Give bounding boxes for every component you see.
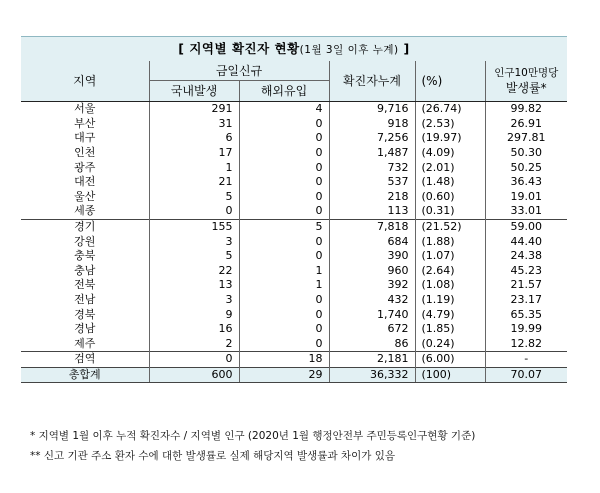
cell-cumulative: 392 xyxy=(329,278,415,293)
table-row xyxy=(21,117,567,132)
cell-region: 충남 xyxy=(21,264,149,279)
cell-region: 검역 xyxy=(21,352,149,368)
cell-region: 인천 xyxy=(21,146,149,161)
cell-cumulative: 732 xyxy=(329,160,415,175)
cell-cumulative: 113 xyxy=(329,204,415,219)
cell-overseas: 18 xyxy=(239,352,329,368)
table-row xyxy=(21,160,567,175)
cell-percent: (1.07) xyxy=(415,249,485,264)
cell-percent: (0.31) xyxy=(415,204,485,219)
table-row xyxy=(21,322,567,337)
cell-domestic: 6 xyxy=(149,131,239,146)
cell-region: 제주 xyxy=(21,337,149,352)
cell-cumulative: 537 xyxy=(329,175,415,190)
title-main: [ 지역별 확진자 현황 xyxy=(178,41,300,56)
header-rate xyxy=(485,61,567,102)
cell-cumulative: 86 xyxy=(329,337,415,352)
cell-domestic: 0 xyxy=(149,204,239,219)
cell-rate: 19.01 xyxy=(485,190,567,205)
cell-region: 울산 xyxy=(21,190,149,205)
total-overseas: 29 xyxy=(239,367,329,383)
cell-rate: 21.57 xyxy=(485,278,567,293)
cell-overseas: 0 xyxy=(239,249,329,264)
table-row xyxy=(21,219,567,234)
total-region: 총합계 xyxy=(21,367,149,383)
cell-cumulative: 7,256 xyxy=(329,131,415,146)
cell-percent: (2.64) xyxy=(415,264,485,279)
cell-domestic: 2 xyxy=(149,337,239,352)
footnote-2: ** 신고 기관 주소 환자 수에 대한 발생률로 실제 해당지역 발생률과 차이가 있음 xyxy=(30,450,395,462)
cell-rate: 33.01 xyxy=(485,204,567,219)
cell-domestic: 21 xyxy=(149,175,239,190)
table-row xyxy=(21,131,567,146)
cell-domestic: 291 xyxy=(149,102,239,117)
header-percent: (%) xyxy=(415,61,485,102)
title-close: ] xyxy=(403,41,410,56)
cell-region: 광주 xyxy=(21,160,149,175)
cell-region: 서울 xyxy=(21,102,149,117)
table-row xyxy=(21,352,567,368)
cell-overseas: 0 xyxy=(239,337,329,352)
cell-domestic: 22 xyxy=(149,264,239,279)
table-row xyxy=(21,175,567,190)
regional-cases-panel xyxy=(21,36,567,383)
cell-domestic: 1 xyxy=(149,160,239,175)
cell-domestic: 155 xyxy=(149,219,239,234)
cell-domestic: 3 xyxy=(149,293,239,308)
cell-rate: 65.35 xyxy=(485,307,567,322)
cell-rate: 19.99 xyxy=(485,322,567,337)
header-rate-bottom: 발생률* xyxy=(505,81,547,95)
cell-cumulative: 1,487 xyxy=(329,146,415,161)
cell-overseas: 0 xyxy=(239,204,329,219)
cell-percent: (0.60) xyxy=(415,190,485,205)
cell-cumulative: 2,181 xyxy=(329,352,415,368)
cell-domestic: 13 xyxy=(149,278,239,293)
total-domestic: 600 xyxy=(149,367,239,383)
cell-overseas: 0 xyxy=(239,146,329,161)
cell-cumulative: 7,818 xyxy=(329,219,415,234)
cell-domestic: 9 xyxy=(149,307,239,322)
table-row xyxy=(21,234,567,249)
cell-domestic: 16 xyxy=(149,322,239,337)
cell-percent: (1.19) xyxy=(415,293,485,308)
cell-overseas: 0 xyxy=(239,117,329,132)
cell-percent: (6.00) xyxy=(415,352,485,368)
cell-region: 대구 xyxy=(21,131,149,146)
total-rate: 70.07 xyxy=(485,367,567,383)
cell-rate: 44.40 xyxy=(485,234,567,249)
cell-rate: 23.17 xyxy=(485,293,567,308)
header-cumulative: 확진자누계 xyxy=(329,61,415,102)
cell-region: 경북 xyxy=(21,307,149,322)
cell-cumulative: 684 xyxy=(329,234,415,249)
table-body xyxy=(21,102,567,383)
cell-cumulative: 672 xyxy=(329,322,415,337)
cell-rate: - xyxy=(485,352,567,368)
table-row xyxy=(21,102,567,117)
table-row xyxy=(21,146,567,161)
cell-rate: 45.23 xyxy=(485,264,567,279)
cell-region: 전남 xyxy=(21,293,149,308)
header-rate-top: 인구10만명당 xyxy=(494,67,559,79)
regional-cases-table xyxy=(21,61,567,383)
table-row xyxy=(21,204,567,219)
table-row xyxy=(21,307,567,322)
cell-cumulative: 960 xyxy=(329,264,415,279)
cell-overseas: 4 xyxy=(239,102,329,117)
cell-overseas: 5 xyxy=(239,219,329,234)
header-today-new: 금일신규 xyxy=(149,61,329,81)
table-row xyxy=(21,249,567,264)
cell-region: 강원 xyxy=(21,234,149,249)
cell-percent: (1.88) xyxy=(415,234,485,249)
cell-region: 세종 xyxy=(21,204,149,219)
cell-overseas: 0 xyxy=(239,160,329,175)
cell-percent: (1.85) xyxy=(415,322,485,337)
cell-percent: (1.48) xyxy=(415,175,485,190)
cell-rate: 36.43 xyxy=(485,175,567,190)
cell-region: 경기 xyxy=(21,219,149,234)
table-row xyxy=(21,278,567,293)
cell-rate: 297.81 xyxy=(485,131,567,146)
cell-rate: 12.82 xyxy=(485,337,567,352)
cell-domestic: 17 xyxy=(149,146,239,161)
cell-rate: 26.91 xyxy=(485,117,567,132)
cell-overseas: 0 xyxy=(239,175,329,190)
cell-overseas: 0 xyxy=(239,307,329,322)
cell-percent: (2.53) xyxy=(415,117,485,132)
cell-rate: 59.00 xyxy=(485,219,567,234)
footnote-1: * 지역별 1월 이후 누적 확진자수 / 지역별 인구 (2020년 1월 행정안전부 주민등록인구현황 기준) xyxy=(30,430,476,442)
cell-domestic: 0 xyxy=(149,352,239,368)
cell-cumulative: 218 xyxy=(329,190,415,205)
cell-overseas: 0 xyxy=(239,190,329,205)
cell-percent: (0.24) xyxy=(415,337,485,352)
cell-rate: 50.25 xyxy=(485,160,567,175)
table-row xyxy=(21,190,567,205)
cell-overseas: 1 xyxy=(239,264,329,279)
cell-overseas: 0 xyxy=(239,322,329,337)
cell-rate: 24.38 xyxy=(485,249,567,264)
table-row xyxy=(21,337,567,352)
cell-region: 전북 xyxy=(21,278,149,293)
table-row xyxy=(21,293,567,308)
cell-cumulative: 918 xyxy=(329,117,415,132)
header-domestic: 국내발생 xyxy=(149,81,239,102)
header-overseas: 해외유입 xyxy=(239,81,329,102)
total-percent: (100) xyxy=(415,367,485,383)
cell-cumulative: 9,716 xyxy=(329,102,415,117)
cell-overseas: 0 xyxy=(239,293,329,308)
cell-overseas: 0 xyxy=(239,234,329,249)
table-title xyxy=(21,36,567,61)
cell-region: 충북 xyxy=(21,249,149,264)
cell-percent: (4.09) xyxy=(415,146,485,161)
cell-domestic: 5 xyxy=(149,190,239,205)
total-cumulative: 36,332 xyxy=(329,367,415,383)
header-region: 지역 xyxy=(21,61,149,102)
cell-percent: (26.74) xyxy=(415,102,485,117)
cell-region: 경남 xyxy=(21,322,149,337)
cell-percent: (19.97) xyxy=(415,131,485,146)
cell-cumulative: 432 xyxy=(329,293,415,308)
cell-rate: 50.30 xyxy=(485,146,567,161)
cell-domestic: 5 xyxy=(149,249,239,264)
cell-overseas: 0 xyxy=(239,131,329,146)
cell-percent: (1.08) xyxy=(415,278,485,293)
title-sub: (1월 3일 이후 누계) xyxy=(299,44,399,56)
table-row xyxy=(21,264,567,279)
cell-percent: (2.01) xyxy=(415,160,485,175)
footnotes xyxy=(30,428,475,468)
cell-domestic: 31 xyxy=(149,117,239,132)
cell-cumulative: 390 xyxy=(329,249,415,264)
cell-domestic: 3 xyxy=(149,234,239,249)
cell-overseas: 1 xyxy=(239,278,329,293)
cell-percent: (4.79) xyxy=(415,307,485,322)
total-row xyxy=(21,367,567,383)
cell-region: 대전 xyxy=(21,175,149,190)
cell-rate: 99.82 xyxy=(485,102,567,117)
cell-region: 부산 xyxy=(21,117,149,132)
cell-percent: (21.52) xyxy=(415,219,485,234)
cell-cumulative: 1,740 xyxy=(329,307,415,322)
